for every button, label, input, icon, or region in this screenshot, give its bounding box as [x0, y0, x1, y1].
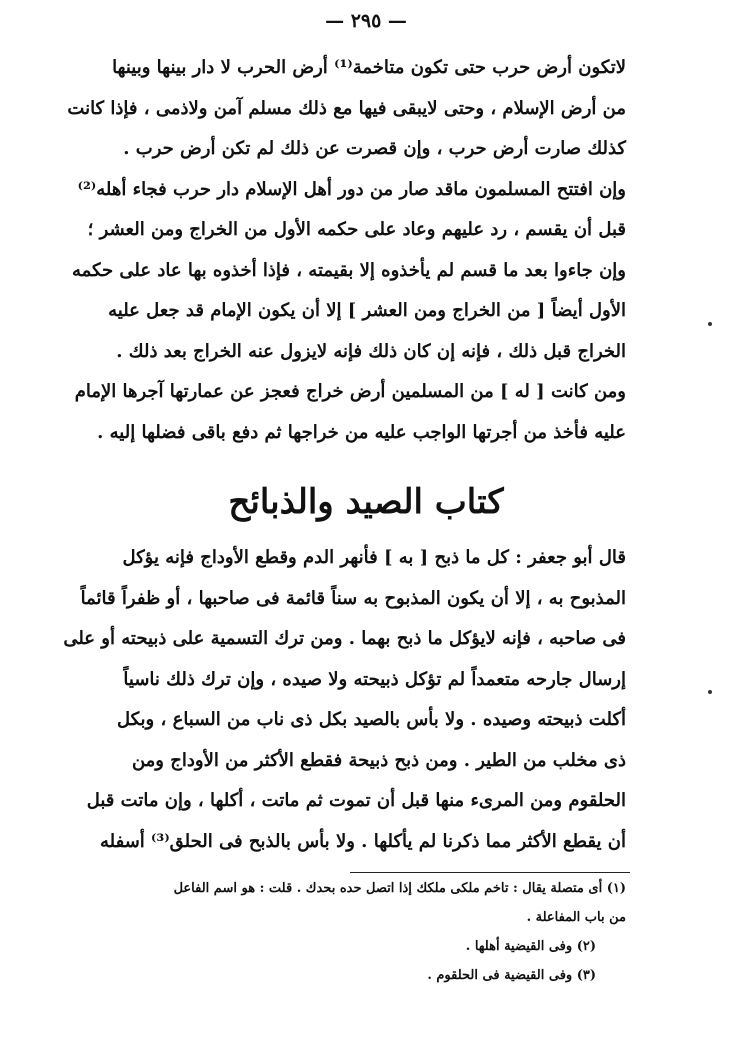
text-line: أن يقطع الأكثر مما ذكرنا لم يأكلها . ولا بأس بالذبح فى الحلق⁽³⁾ أسفله [99, 830, 626, 852]
footnote-1: (١) أى متصلة يقال : تاخم ملكى ملكك إذا اتصل حده بحدك . قلت : هو اسم الفاعل [173, 881, 626, 896]
footnotes [98, 874, 626, 990]
text-line: المذبوح به ، إلا أن يكون المذبوح به سناً قائمة فى صاحبها ، أو ظفراً قائماً [80, 587, 626, 609]
text-line: لاتكون أرض حرب حتى تكون متاخمة⁽¹⁾ أرض الحرب لا دار بينها وبينها [112, 57, 626, 78]
footnote-2: (٢) وفى القيضية أهلها . [465, 939, 596, 954]
text-line: ذى مخلب من الطير . ومن ذبح ذبيحة فقطع الأكثر من الأوداج ومن [131, 749, 626, 771]
text-line: ومن كانت [ له ] من المسلمين أرض خراج فعجز عن عمارتها آجرها الإمام [74, 381, 626, 402]
paragraph-hunting-slaughter [63, 538, 626, 862]
paragraph-land-of-war [67, 48, 626, 453]
text-line: فى صاحبه ، فإنه لايؤكل ما ذبح بهما . ومن ترك التسمية على ذبيحته أو على [63, 628, 626, 649]
text-line: من أرض الإسلام ، وحتى لايبقى فيها مع ذلك مسلم آمن ولاذمى ، فإذا كانت [67, 97, 626, 119]
text-line: وإن جاءوا بعد ما قسم لم يأخذوه إلا بقيمته ، فإذا أخذوه بها عاد على حكمه [71, 259, 626, 281]
text-line: الأول أيضاً [ من الخراج ومن العشر ] إلا أن يكون الإمام قد جعل عليه [108, 300, 626, 321]
text-line: الحلقوم ومن المرىء منها قبل أن تموت ثم ماتت ، أكلها ، وإن ماتت قبل [86, 790, 626, 811]
footnote-divider [350, 872, 630, 873]
text-line: عليه فأخذ من أجرتها الواجب عليه من خراجها ثم دفع باقى فضلها إليه . [97, 421, 626, 443]
scan-speck [708, 322, 712, 326]
text-line: قبل أن يقسم ، رد عليهم وعاد على حكمه الأول من الخراج ومن العشر ؛ [87, 219, 626, 240]
chapter-heading: كتاب الصيد والذبائح [228, 482, 504, 522]
scan-speck [708, 690, 712, 694]
footnote-1-continued: من باب المفاعلة . [526, 910, 626, 925]
text-line: قال أبو جعفر : كل ما ذبح [ به ] فأنهر الدم وقطع الأوداج فإنه يؤكل [122, 547, 626, 568]
text-line: أكلت ذبيحته وصيده . ولا بأس بالصيد بكل ذى ناب من السباع ، وبكل [116, 709, 626, 730]
footnote-3: (٣) وفى القيضية فى الحلقوم . [427, 968, 596, 983]
text-line: كذلك صارت أرض حرب ، وإن قصرت عن ذلك لم تكن أرض حرب . [123, 138, 626, 159]
text-line: الخراج قبل ذلك ، فإنه إن كان ذلك فإنه لايزول عنه الخراج بعد ذلك . [116, 340, 626, 362]
text-line: إرسال جارحه متعمداً لم تؤكل ذبيحته ولا صيده ، وإن ترك ذلك ناسياً [123, 668, 626, 690]
text-line: وإن افتتح المسلمون ماقد صار من دور أهل الإسلام دار حرب فجاء أهله⁽²⁾ [77, 178, 626, 200]
page-number: — ٢٩٥ — [325, 10, 407, 32]
